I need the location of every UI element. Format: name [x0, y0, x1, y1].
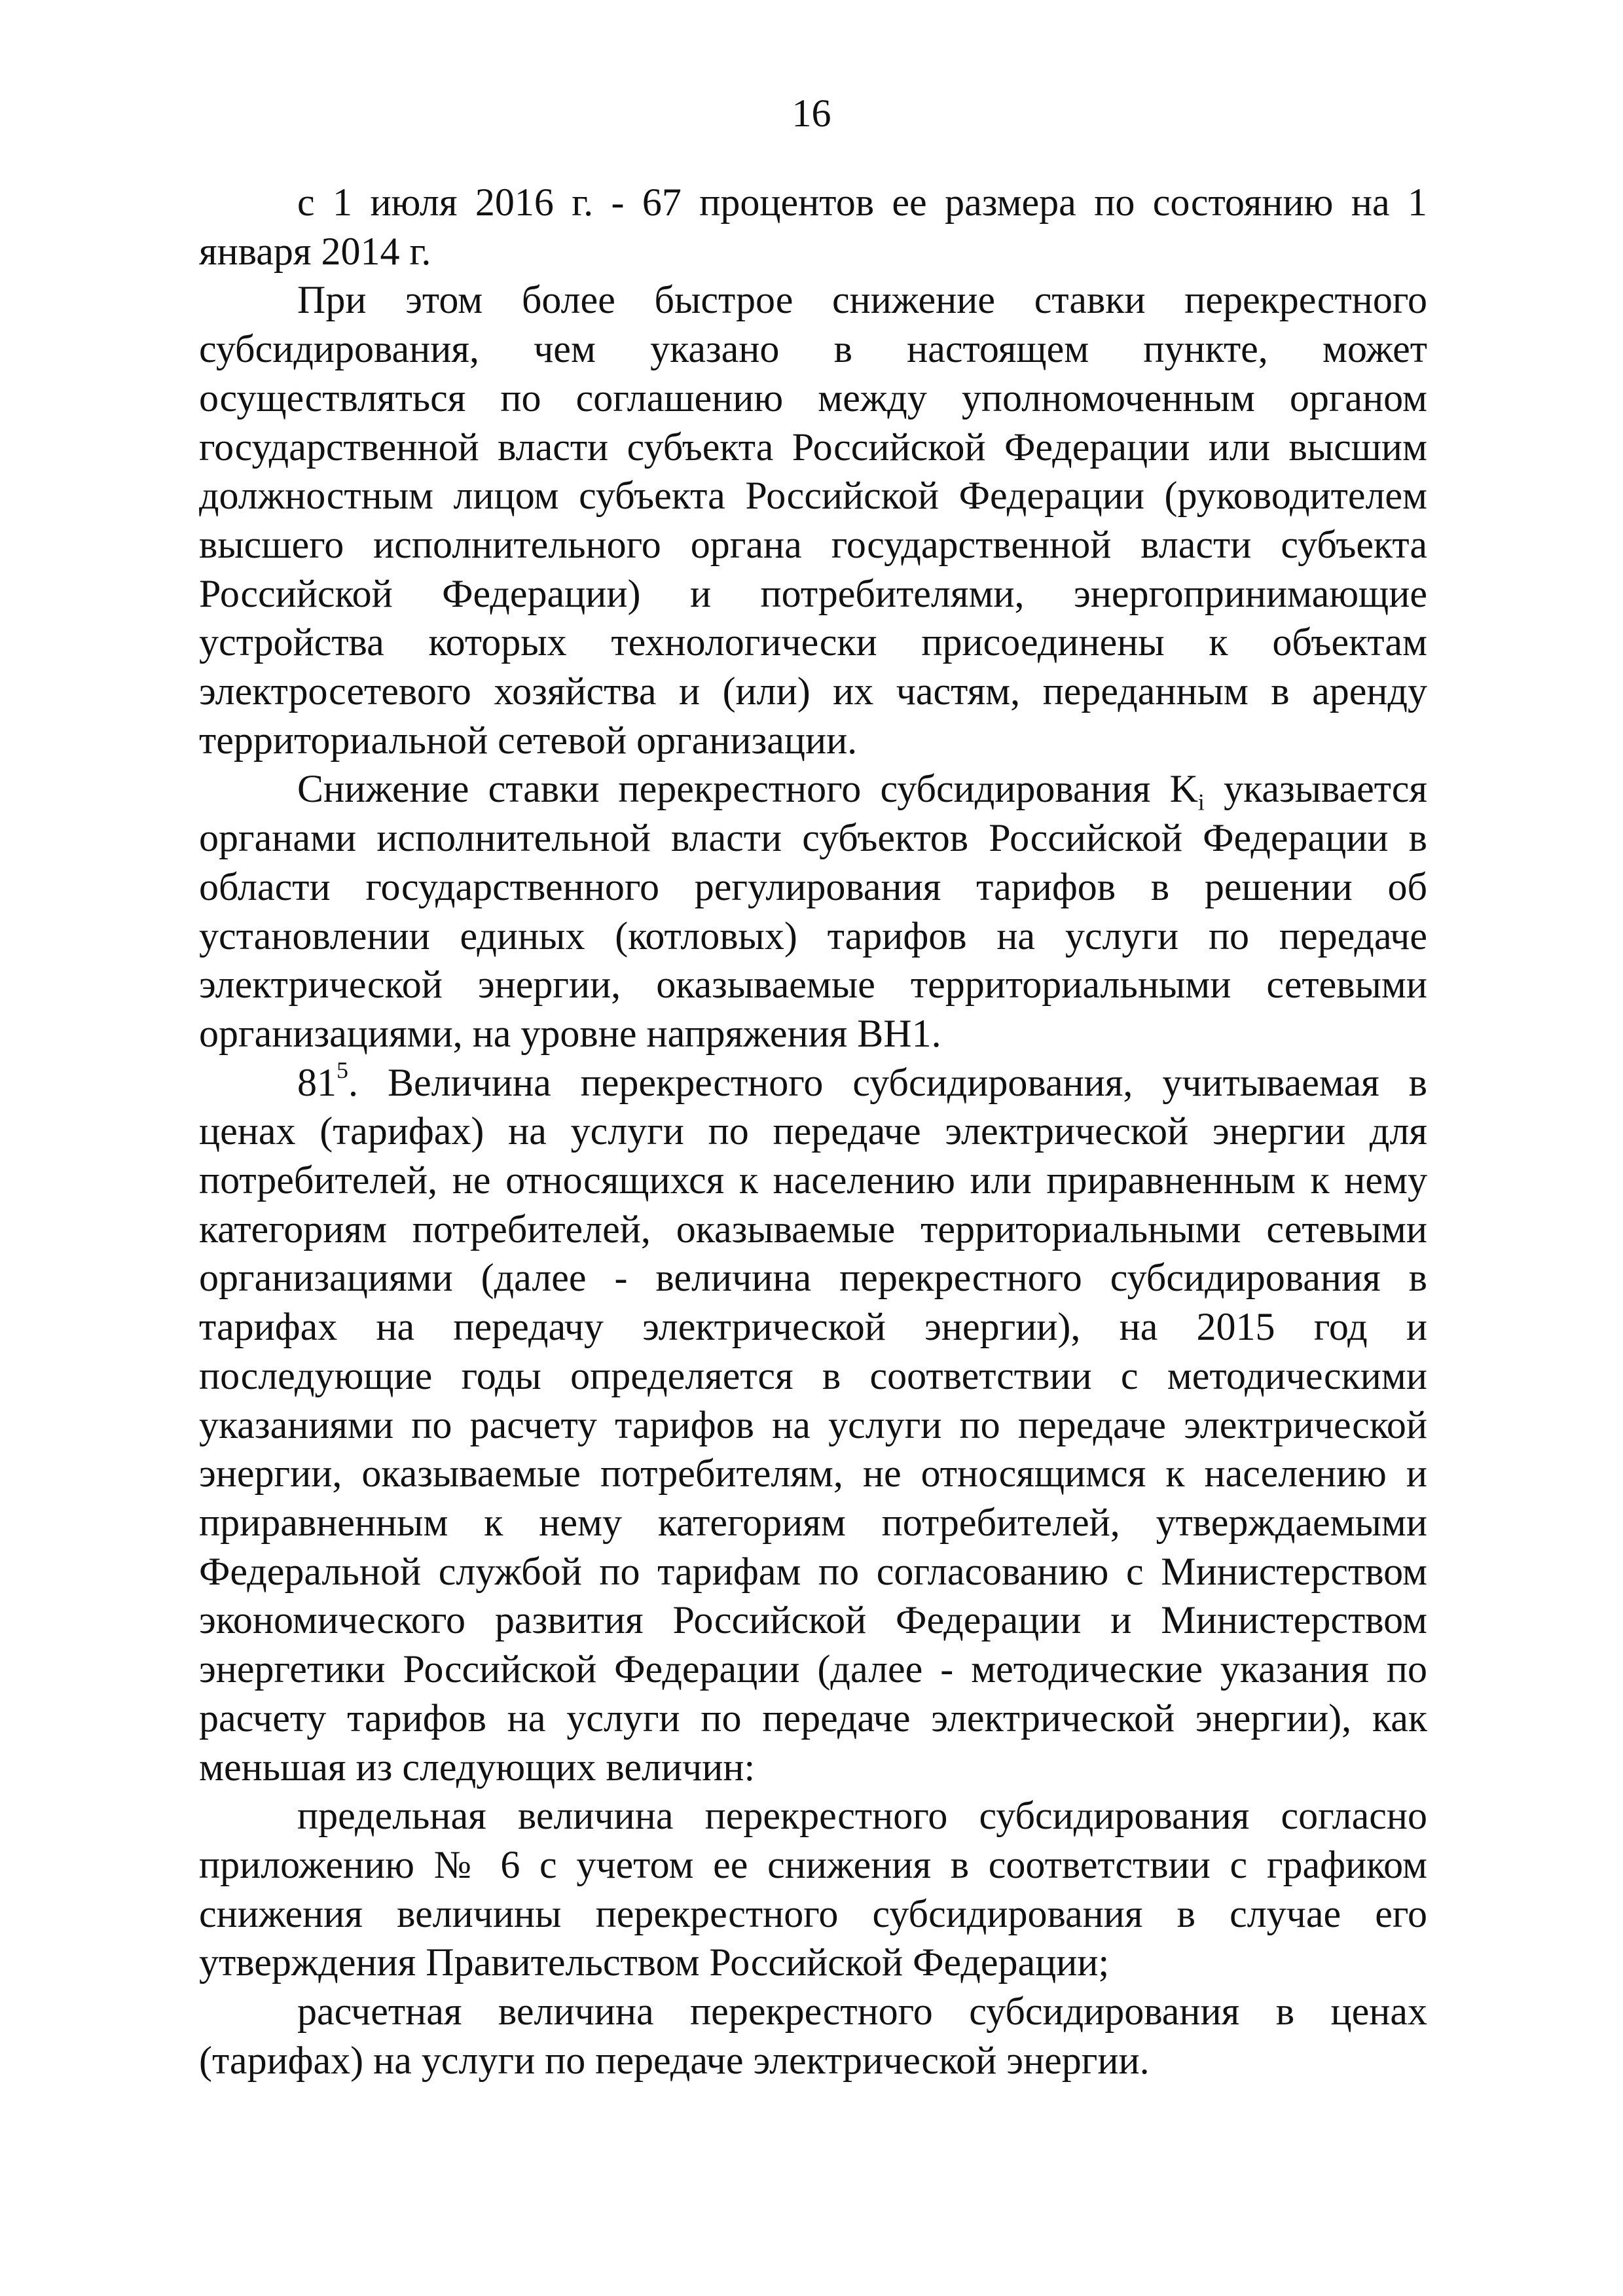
- clause-text: . Величина перекрестного субсидирования, учитываемая в ценах (тарифах) на услуги по передаче электрической энергии для потребителей, не относящихся к населению или приравненным к нему категориям потребителей, оказываемые территориальными сетевыми организациями (далее - величина перекрестного субсидирования в тарифах на передачу электрической энергии), на 2015 год и последующие годы определяется в соответствии с методическими указаниями по расчету тарифов на услуги по передаче электрической энергии, оказываемые потребителям, не относящимся к населению и приравненным к нему категориям потребителей, утверждаемыми Федеральной службой по тарифам по согласованию с Министерством экономического развития Российской Федерации и Министерством энергетики Российской Федерации (далее - методические указания по расчету тарифов на услуги по передаче электрической энергии), как меньшая из следующих величин:: [199, 1060, 1427, 1789]
- clause-superscript: 5: [337, 1056, 348, 1083]
- paragraph-faster-reduction: При этом более быстрое снижение ставки перекрестного субсидирования, чем указано в настоящем пункте, может осуществляться по соглашению между уполномоченным органом государственной власти субъекта Российской Федерации или высшим должностным лицом субъекта Российской Федерации (руководителем высшего исполнительного органа государственной власти субъекта Российской Федерации) и потребителями, энергопринимающие устройства которых технологически присоединены к объектам электросетевого хозяйства и (или) их частям, переданным в аренду территориальной сетевой организации.: [199, 278, 1427, 762]
- paragraph-limit-value: предельная величина перекрестного субсидирования согласно приложению № 6 с учетом ее снижения в соответствии с графиком снижения величины перекрестного субсидирования в случае его утверждения Правительством Российской Федерации;: [199, 1794, 1427, 1984]
- page-number: 16: [792, 92, 831, 135]
- rate-reduction-text-before: Снижение ставки перекрестного субсидирования K: [297, 767, 1198, 811]
- rate-reduction-text-after: указывается органами исполнительной власти субъектов Российской Федерации в области государственного регулирования тарифов в решении об установлении единых (котловых) тарифов на услуги по передаче электрической энергии, оказываемые территориальными сетевыми организациями, на уровне напряжения ВН1.: [199, 767, 1427, 1055]
- clause-number: 81: [297, 1060, 337, 1104]
- rate-subscript-i: i: [1197, 789, 1205, 816]
- paragraph-rate-reduction: [199, 764, 1427, 1058]
- paragraph-clause-81-5: [199, 1058, 1427, 1792]
- paragraph-calculated-value: расчетная величина перекрестного субсидирования в ценах (тарифах) на услуги по передаче электрической энергии.: [199, 1990, 1427, 2082]
- document-body: [199, 178, 1427, 2085]
- paragraph-continuation: с 1 июля 2016 г. - 67 процентов ее размера по состоянию на 1 января 2014 г.: [199, 181, 1427, 273]
